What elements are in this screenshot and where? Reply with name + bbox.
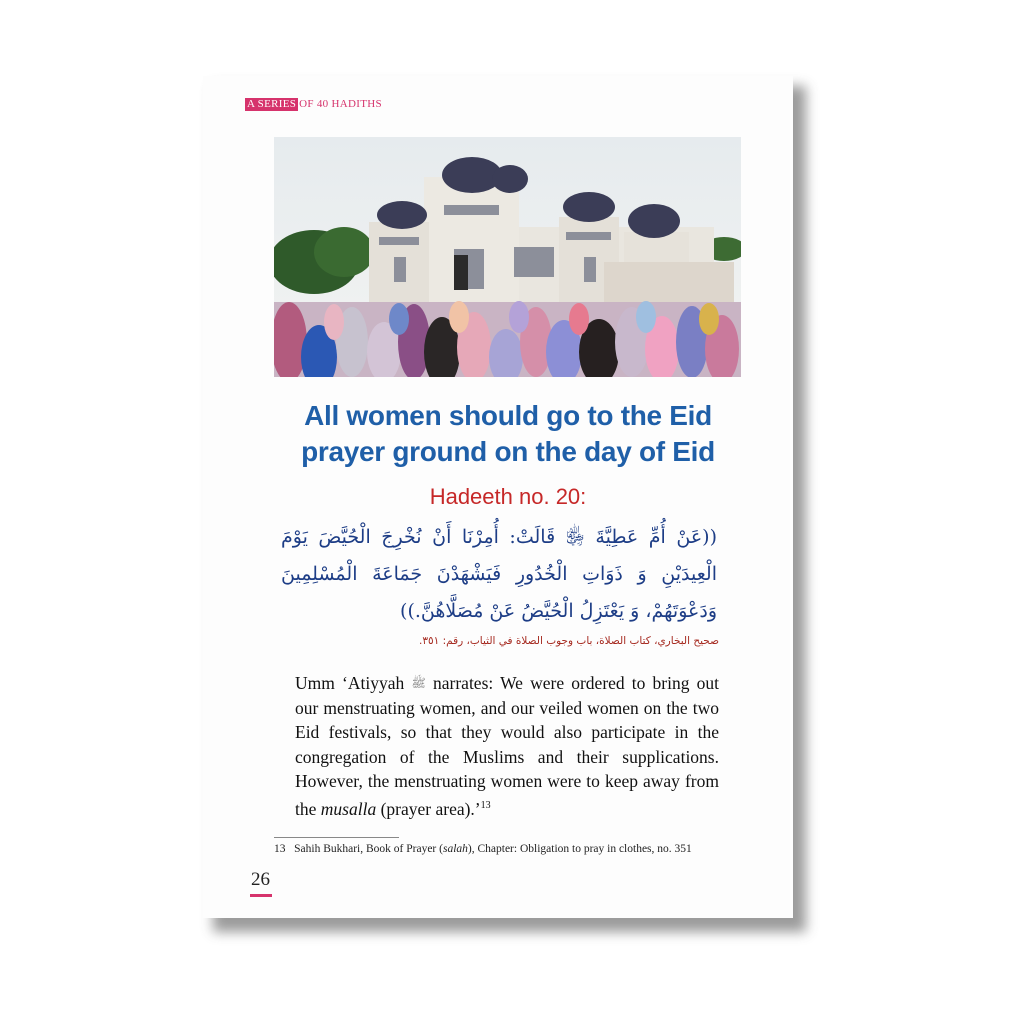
footnote-divider — [274, 837, 399, 838]
title-line-2: prayer ground on the day of Eid — [301, 436, 715, 467]
arabic-hadith-text: ((عَنْ أُمِّ عَطِيَّةَ ﵂ قَالَتْ: أُمِرْنَا أَنْ نُخْرِجَ الْحُيَّضَ يَوْمَ الْعِيدَيْنِ وَ ذَوَاتِ الْخُدُورِ فَيَشْهَدْنَ جَمَاعَةَ الْمُسْلِمِينَ وَدَعْوَتَهُمْ، وَ يَعْتَزِلُ الْحُيَّضُ عَنْ مُصَلَّاهُنَّ.)) — [281, 526, 717, 622]
series-title: OF 40 HADITHS — [299, 98, 382, 110]
honorific-symbol: ﷺ — [411, 676, 426, 690]
footnote-italic: salah — [442, 843, 468, 855]
musalla-term: musalla — [320, 798, 377, 819]
hadeeth-number: Hadeeth no. 20: — [429, 484, 587, 509]
page-title — [243, 398, 773, 470]
page-number-underline — [250, 894, 272, 897]
page-number: 26 — [251, 869, 270, 890]
mosque-crowd-photo — [274, 137, 741, 377]
arabic-reference: صحيح البخاري، كتاب الصلاة، باب وجوب الصلاة في الثياب، رقم: ٣٥١. — [418, 635, 719, 647]
book-page — [203, 76, 793, 918]
translation-end: (prayer area).’ — [376, 798, 481, 819]
footnote-marker: 13 — [480, 799, 491, 811]
footnote-text-a: Sahih Bukhari, Book of Prayer ( — [294, 843, 443, 855]
english-translation — [295, 671, 719, 821]
running-header — [245, 98, 382, 111]
title-line-1: All women should go to the Eid — [304, 400, 712, 431]
narrator-name: Umm ‘Atiyyah — [295, 673, 405, 693]
footnote-number: 13 — [274, 843, 286, 855]
translation-body: narrates: We were ordered to bring out our menstruating women, and our veiled women on the two Eid festivals, so that they would also participate in the congregation of the Muslims and their supplications. However, the menstruating women were to keep away from the — [295, 673, 719, 819]
footnote — [274, 843, 744, 855]
footnote-text-b: ), Chapter: Obligation to pray in clothes, no. 351 — [467, 843, 692, 855]
series-tag: A SERIES — [247, 98, 297, 110]
